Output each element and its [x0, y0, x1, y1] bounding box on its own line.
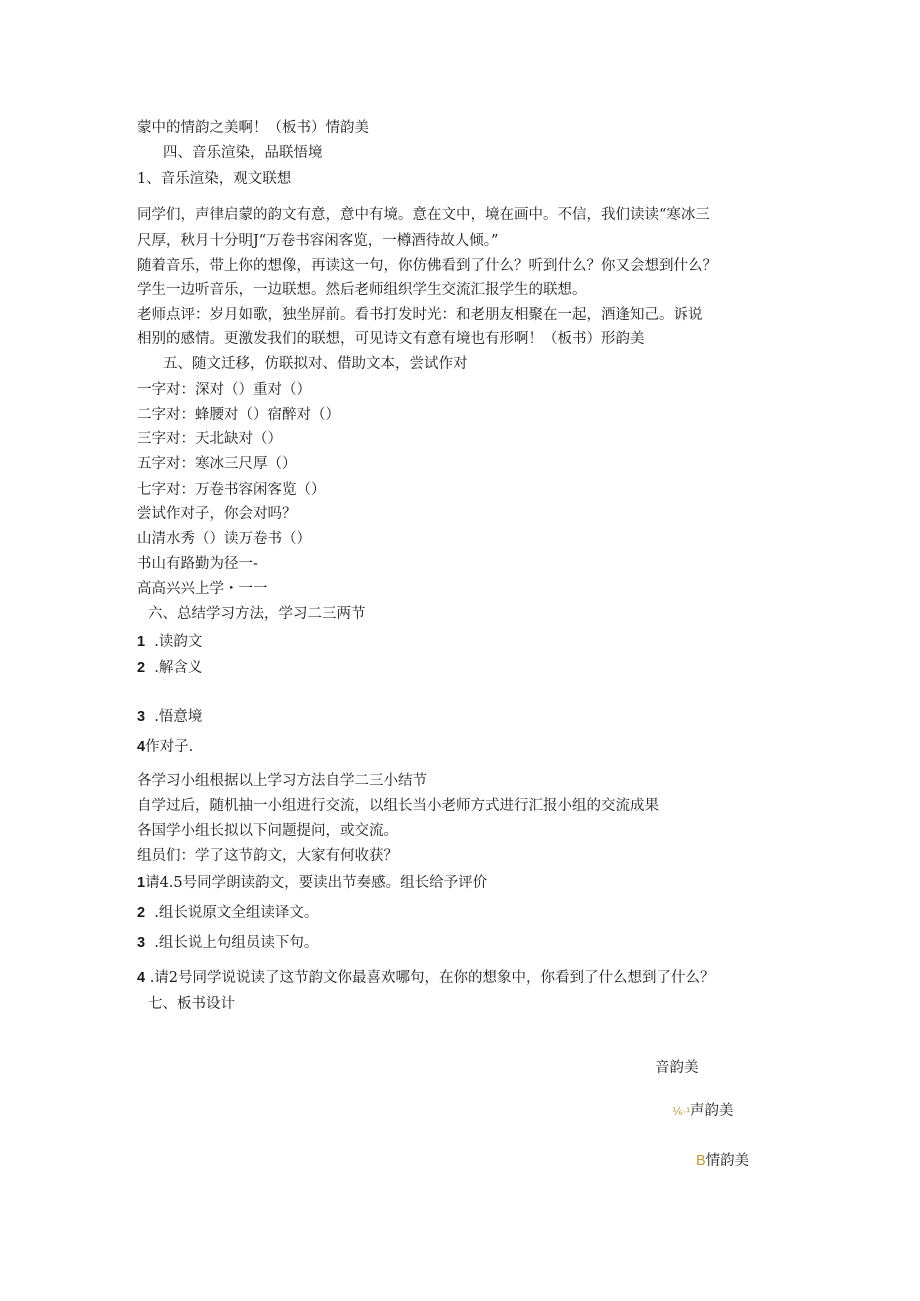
list-item [137, 903, 318, 923]
list-text: 请4.5号同学朗读韵文，要读出节奏感。组长给予评价 [145, 875, 488, 891]
list-number: 2 [137, 660, 146, 676]
list-text: .组长说上句组员读下句。 [154, 935, 319, 951]
text-line: 山清水秀（）读万卷书（） [137, 531, 311, 547]
board-mark: B [696, 1153, 706, 1169]
list-number: 3 [137, 709, 146, 725]
list-number: 4 [137, 739, 146, 755]
text-line: 老师点评：岁月如歌，独坐屏前。看书打发时光：和老朋友相聚在一起，酒逢知己。诉说 [137, 307, 703, 323]
text-line: 各学习小组根据以上学习方法自学二三小结节 [137, 773, 427, 789]
list-number: 4 [137, 970, 146, 986]
text-line: 各国学小组长拟以下问题提问，或交流。 [137, 823, 398, 839]
list-number: 1 [137, 875, 146, 891]
list-item [137, 632, 202, 652]
list-item [137, 707, 202, 727]
list-number: 2 [137, 905, 146, 921]
text-line: 高高兴兴上学・一一 [137, 581, 268, 597]
list-text: .悟意境 [154, 709, 203, 725]
board-label: 情韵美 [705, 1153, 750, 1169]
text-line: 随着音乐，带上你的想像，再读这一句，你仿佛看到了什么？听到什么？你又会想到什么？ [137, 258, 717, 274]
board-label: 声韵美 [690, 1103, 734, 1119]
text-line: 同学们，声律启蒙的韵文有意，意中有境。意在文中，境在画中。不信，我们读读“寒冰三 [137, 207, 710, 223]
board-item-yinyunmei: 音韵美 [655, 1060, 699, 1076]
list-text: .组长说原文全组读译文。 [154, 905, 319, 921]
list-item [137, 873, 487, 893]
board-item-shengyunmei [672, 1101, 734, 1122]
list-number: 1 [137, 634, 146, 650]
list-text: .请2号同学说说读了这节韵文你最喜欢哪句，在你的想象中，你看到了什么想到了什么？ [149, 970, 715, 986]
list-text: .解含义 [154, 660, 203, 676]
text-line: 三字对：天北缺对（） [137, 431, 282, 447]
section-heading: 四、音乐渲染，品联悟境 [163, 145, 323, 161]
board-item-qingyunmei [696, 1151, 749, 1171]
text-line: 组员们：学了这节韵文，大家有何收获？ [137, 848, 398, 864]
text-line: 自学过后，随机抽一小组进行交流，以组长当小老师方式进行汇报小组的交流成果 [137, 798, 659, 814]
list-item [137, 968, 715, 988]
section-heading: 六、总结学习方法，学习二三两节 [148, 606, 366, 622]
text-line: 一字对：深对（）重对（） [137, 382, 311, 398]
section-heading: 七、板书设计 [148, 996, 235, 1012]
list-item [137, 933, 318, 953]
text-line: 学生一边听音乐，一边联想。然后老师组织学生交流汇报学生的联想。 [137, 282, 587, 298]
list-number: 3 [137, 935, 146, 951]
board-mark: ⅙·¹ [672, 1106, 690, 1118]
subheading: 1、音乐渲染，观文联想 [137, 171, 292, 187]
list-item [137, 737, 193, 757]
section-heading: 五、随文迁移，仿联拟对、借助文本，尝试作对 [163, 356, 468, 372]
text-line: 七字对：万卷书容闲客览（） [137, 482, 326, 498]
text-line: 尺厚，秋月十分明J“万卷书容闲客览，一樽酒待故人倾。” [137, 233, 499, 249]
text-line: 二字对：蜂腰对（）宿醉对（） [137, 407, 340, 423]
text-line: 五字对：寒冰三尺厚（） [137, 456, 297, 472]
text-line: 相别的感情。更激发我们的联想，可见诗文有意有境也有形啊！（板书）形韵美 [137, 331, 645, 347]
text-line: 蒙中的情韵之美啊！（板书）情韵美 [137, 120, 369, 136]
list-text: .读韵文 [154, 634, 203, 650]
text-line: 书山有路勤为径一- [137, 556, 258, 572]
list-text: 作对子. [145, 739, 194, 755]
list-item [137, 658, 202, 678]
text-line: 尝试作对子，你会对吗？ [137, 506, 297, 522]
